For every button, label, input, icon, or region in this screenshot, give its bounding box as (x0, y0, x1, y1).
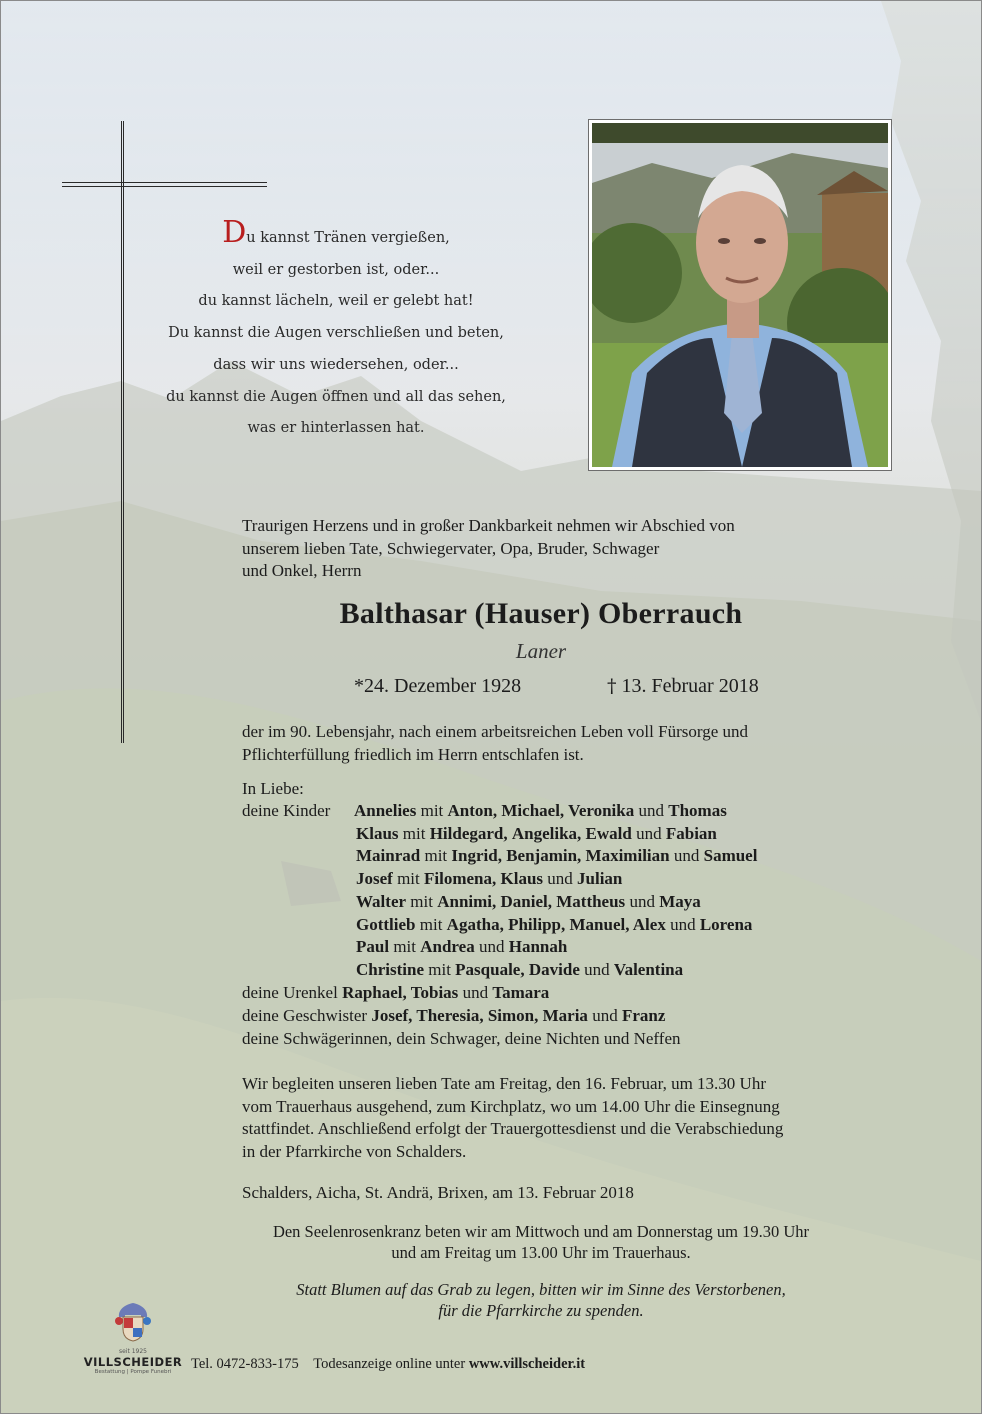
siblings-last: Franz (621, 1006, 666, 1025)
in-liebe-label: In Liebe: (242, 779, 304, 798)
child-partner: Anton, (447, 801, 498, 820)
grandchild-last: Hannah (508, 937, 568, 957)
grandchild-last: Julian (577, 869, 623, 889)
preposition: mit (402, 823, 426, 843)
preposition: mit (420, 801, 444, 820)
preposition: mit (428, 959, 451, 979)
great-grandchildren-names: Raphael, Tobias (342, 983, 459, 1002)
death-cross-icon: † (607, 675, 617, 697)
siblings-label: deine Geschwister (242, 1006, 368, 1025)
poem-line: Du kannst die Augen verschließen und beten, (168, 325, 504, 342)
child-family-row (356, 960, 683, 980)
portrait-photo (588, 119, 892, 471)
child-name: Annelies (354, 801, 417, 820)
intro-line: unserem lieben Tate, Schwiegervater, Opa, Bruder, Schwager (242, 538, 660, 558)
cross-horizontal-bar (62, 182, 267, 187)
poem-line: weil er gestorben ist, oder... (232, 261, 440, 278)
child-name: Josef (356, 869, 393, 889)
coat-of-arms-icon (111, 1299, 155, 1343)
logo-since: seit 1925 (118, 1348, 147, 1355)
child-name: Christine (356, 959, 424, 979)
child-partner: Filomena, (424, 869, 497, 889)
rosary-text (1, 1221, 982, 1263)
memorial-poem (141, 215, 531, 445)
child-name: Walter (356, 891, 407, 911)
poem-line-text: u kannst Tränen vergießen, (246, 230, 450, 246)
great-grandchildren-last: Tamara (492, 983, 550, 1002)
funeral-line: vom Trauerhaus ausgehend, zum Kirchplatz, wo um 14.00 Uhr die Einsegnung (242, 1096, 780, 1116)
conjunction: und (547, 869, 573, 889)
child-family-row (356, 915, 752, 935)
preposition: mit (419, 914, 443, 934)
siblings-names: Josef, Theresia, Simon, Maria (371, 1006, 588, 1025)
place-date: Schalders, Aicha, St. Andrä, Brixen, am 13. Februar 2018 (242, 1183, 634, 1202)
child-family-row (356, 824, 717, 844)
logo-subtitle: Bestattung | Pompe Funebri (94, 1369, 172, 1375)
child-partner: Agatha, (446, 914, 504, 934)
funeral-line: in der Pfarrkirche von Schalders. (242, 1141, 467, 1161)
conjunction: und (636, 823, 662, 843)
grandchild-last: Maya (659, 891, 701, 911)
grandchild-last: Fabian (665, 823, 717, 843)
grandchild-last: Samuel (703, 846, 758, 866)
poem-line: dass wir uns wiedersehen, oder... (213, 356, 459, 373)
child-family-row (354, 801, 727, 821)
preposition: mit (424, 846, 448, 866)
grandchildren-names: Klaus (500, 869, 544, 889)
children-label: deine Kinder (242, 801, 331, 820)
child-partner: Hildegard, (429, 823, 508, 843)
grandchild-last: Lorena (699, 914, 753, 934)
grandchildren-names: Philipp, Manuel, Alex (508, 914, 666, 934)
footer-url-link[interactable]: www.villscheider.it (468, 1356, 586, 1372)
funeral-line: Wir begleiten unseren lieben Tate am Freitag, den 16. Februar, um 13.30 Uhr (242, 1074, 766, 1093)
life-line: der im 90. Lebensjahr, nach einem arbeitsreichen Leben voll Fürsorge und (242, 722, 749, 741)
preposition: mit (397, 869, 420, 889)
poem-line (141, 215, 531, 255)
child-family-row (356, 937, 567, 957)
birth-date: *24. Dezember 1928 (354, 675, 522, 697)
grandchild-last: Valentina (613, 959, 684, 979)
funeral-text (242, 1073, 783, 1163)
conjunction: und (670, 914, 696, 934)
rosary-line: Den Seelenrosenkranz beten wir am Mittwoch und am Donnerstag um 19.30 Uhr (272, 1222, 810, 1241)
child-name: Gottlieb (356, 914, 416, 934)
deceased-alias: Laner (515, 639, 567, 663)
poem-line: du kannst lächeln, weil er gelebt hat! (198, 293, 474, 310)
in-laws-line: deine Schwägerinnen, dein Schwager, deine Nichten und Neffen (242, 1029, 681, 1048)
child-partner: Annimi, (437, 891, 497, 911)
grandchildren-names: Davide (528, 959, 580, 979)
conjunction: und (629, 891, 655, 911)
child-family-row (356, 892, 701, 912)
death-date-line (607, 675, 759, 698)
poem-line: was er hinterlassen hat. (247, 420, 425, 437)
siblings-line (242, 1006, 665, 1026)
funeral-line: stattfindet. Anschließend erfolgt der Trauergottesdienst und die Verabschiedung (242, 1119, 784, 1139)
great-grandchildren-line (242, 983, 549, 1003)
conjunction: und (592, 1006, 618, 1025)
great-grandchildren-label: deine Urenkel (242, 983, 338, 1002)
logo-name: VILLSCHEIDER (83, 1355, 183, 1369)
life-line: Pflichterfüllung friedlich im Herrn entschlafen ist. (242, 744, 584, 764)
child-name: Mainrad (356, 846, 421, 866)
child-partner: Ingrid, (451, 846, 502, 866)
flowers-line: für die Pfarrkirche zu spenden. (438, 1301, 644, 1320)
flowers-line: Statt Blumen auf das Grab zu legen, bitten wir im Sinne des Verstorbenen, (296, 1280, 786, 1299)
intro-text (242, 515, 735, 583)
poem-line: du kannst die Augen öffnen und all das sehen, (166, 388, 506, 405)
death-date: 13. Februar 2018 (621, 675, 759, 697)
grandchildren-names: Daniel, Mattheus (500, 891, 626, 911)
child-partner: Andrea (420, 937, 475, 957)
conjunction: und (584, 959, 610, 979)
footer-phone: Tel. 0472-833-175 (191, 1356, 299, 1372)
funeral-home-logo (83, 1299, 183, 1375)
grandchild-last: Thomas (668, 801, 727, 820)
conjunction: und (638, 801, 664, 820)
child-partner: Pasquale, (455, 959, 525, 979)
portrait-illustration (592, 123, 888, 467)
deceased-name: Balthasar (Hauser) Oberrauch (339, 597, 743, 630)
child-name: Klaus (356, 823, 399, 843)
conjunction: und (673, 846, 700, 866)
preposition: mit (410, 891, 433, 911)
conjunction: und (478, 937, 505, 957)
intro-line: und Onkel, Herrn (242, 561, 362, 581)
grandchildren-names: Angelika, Ewald (511, 823, 632, 843)
footer-contact (191, 1353, 585, 1376)
life-text (242, 721, 748, 766)
footer-online-label: Todesanzeige online unter (313, 1356, 466, 1372)
rosary-line: und am Freitag um 13.00 Uhr im Trauerhaus. (391, 1243, 691, 1262)
grandchildren-names: Michael, Veronika (501, 801, 635, 820)
child-family-row (356, 869, 622, 889)
preposition: mit (393, 937, 416, 957)
poem-initial: D (222, 215, 247, 250)
child-name: Paul (356, 937, 390, 957)
conjunction: und (462, 983, 489, 1002)
grandchildren-names: Benjamin, Maximilian (506, 846, 670, 866)
child-family-row (356, 846, 757, 866)
intro-line: Traurigen Herzens und in großer Dankbarkeit nehmen wir Abschied von (242, 516, 735, 535)
